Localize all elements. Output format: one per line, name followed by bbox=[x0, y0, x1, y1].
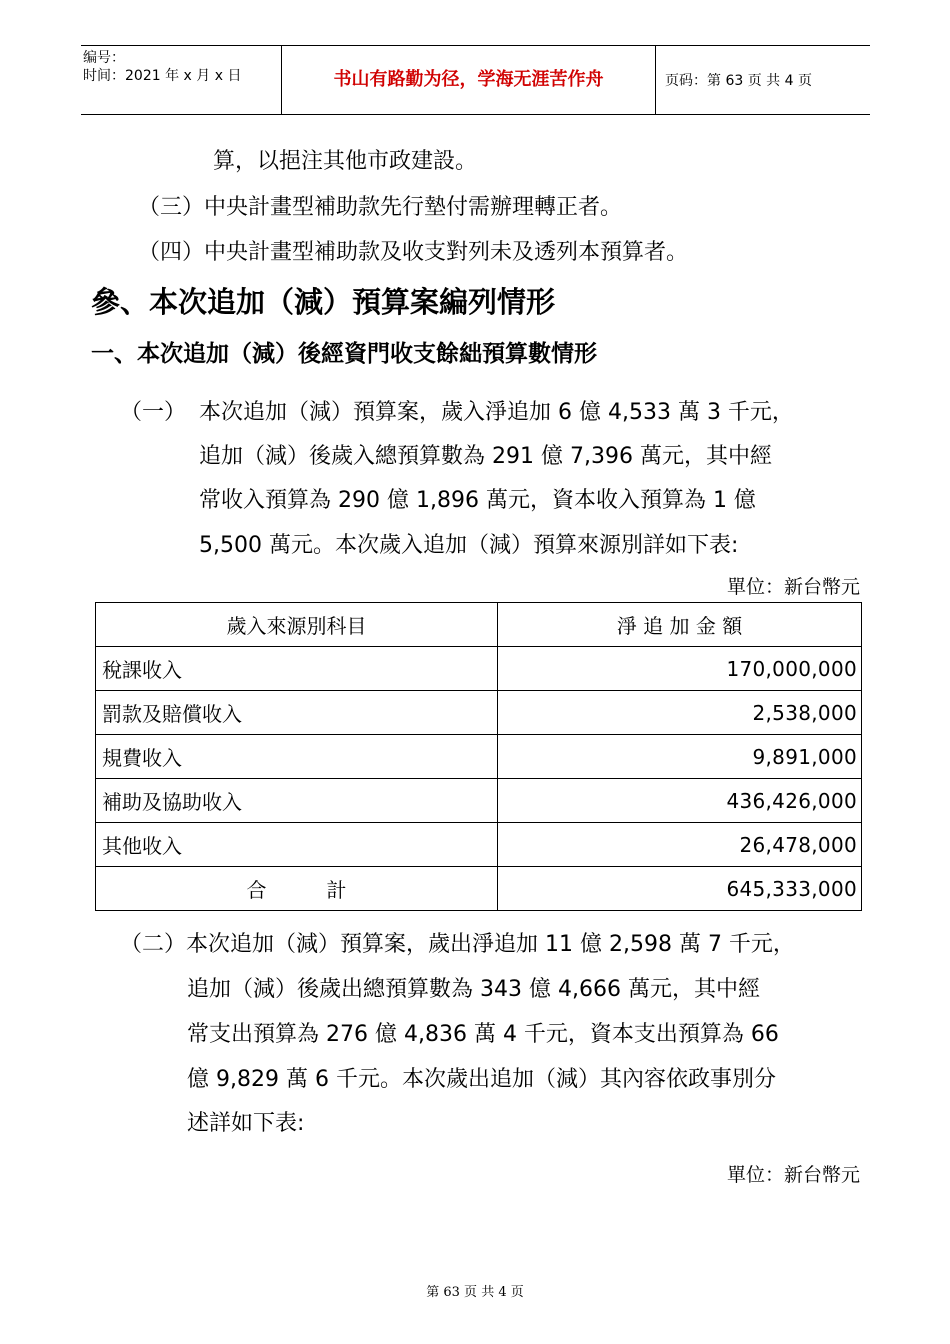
paragraph-line: 追加（減）後歲入總預算數為 291 億 7,396 萬元，其中經 bbox=[199, 444, 772, 469]
table-row bbox=[96, 691, 862, 735]
paragraph-line: 本次追加（減）預算案，歲入淨追加 6 億 4,533 萬 3 千元， bbox=[199, 400, 794, 425]
row-amount: 2,538,000 bbox=[498, 691, 862, 735]
body-line: （三）中央計畫型補助款先行墊付需辦理轉正者。 bbox=[138, 195, 623, 220]
row-item: 其他收入 bbox=[96, 823, 498, 867]
table-total-row bbox=[96, 867, 862, 911]
table-row bbox=[96, 735, 862, 779]
revenue-table bbox=[95, 602, 862, 911]
row-amount: 170,000,000 bbox=[498, 647, 862, 691]
subsection-title: 一、本次追加（減）後經資門收支餘絀預算數情形 bbox=[91, 341, 597, 367]
table-row bbox=[96, 823, 862, 867]
header-page-info: 页码：第 63 页 共 4 页 bbox=[665, 73, 812, 89]
paragraph-line: 5,500 萬元。本次歲入追加（減）預算來源別詳如下表: bbox=[199, 533, 739, 558]
total-label: 合 計 bbox=[96, 867, 498, 911]
section-title: 參、本次追加（減）預算案編列情形 bbox=[91, 285, 556, 319]
row-amount: 9,891,000 bbox=[498, 735, 862, 779]
paragraph-line: （二）本次追加（減）預算案，歲出淨追加 11 億 2,598 萬 7 千元， bbox=[120, 932, 795, 957]
unit-label: 單位：新台幣元 bbox=[726, 576, 860, 598]
row-item: 規費收入 bbox=[96, 735, 498, 779]
row-amount: 26,478,000 bbox=[498, 823, 862, 867]
unit-label: 單位：新台幣元 bbox=[726, 1164, 860, 1186]
column-header-amount: 淨 追 加 金 額 bbox=[498, 603, 862, 647]
header-page-cell bbox=[655, 46, 870, 114]
paragraph-line: 常收入預算為 290 億 1,896 萬元，資本收入預算為 1 億 bbox=[199, 488, 756, 513]
row-item: 罰款及賠償收入 bbox=[96, 691, 498, 735]
paragraph-marker: （一） bbox=[120, 400, 187, 425]
row-item: 稅課收入 bbox=[96, 647, 498, 691]
row-amount: 436,426,000 bbox=[498, 779, 862, 823]
table-header-row bbox=[96, 603, 862, 647]
header-motto: 书山有路勤为径，学海无涯苦作舟 bbox=[333, 69, 604, 90]
column-header-item: 歲入來源別科目 bbox=[96, 603, 498, 647]
total-amount: 645,333,000 bbox=[498, 867, 862, 911]
header-meta-cell bbox=[81, 46, 281, 114]
paragraph-line: 常支出預算為 276 億 4,836 萬 4 千元，資本支出預算為 66 bbox=[187, 1022, 779, 1047]
paragraph-line: 追加（減）後歲出總預算數為 343 億 4,666 萬元，其中經 bbox=[187, 977, 760, 1002]
body-line: （四）中央計畫型補助款及收支對列未及透列本預算者。 bbox=[138, 240, 689, 265]
paragraph-line: 億 9,829 萬 6 千元。本次歲出追加（減）其內容依政事別分 bbox=[187, 1067, 776, 1092]
body-line: 算，以挹注其他市政建設。 bbox=[213, 149, 478, 174]
page-header bbox=[81, 45, 870, 115]
page-footer: 第 63 页 共 4 页 bbox=[426, 1285, 524, 1300]
paragraph-line: 述詳如下表: bbox=[187, 1111, 305, 1136]
doc-number-label: 编号： bbox=[83, 50, 125, 66]
header-motto-cell bbox=[281, 46, 656, 114]
row-item: 補助及協助收入 bbox=[96, 779, 498, 823]
table-row bbox=[96, 647, 862, 691]
table-row bbox=[96, 779, 862, 823]
doc-time-label: 时间：2021 年 x 月 x 日 bbox=[83, 68, 242, 84]
